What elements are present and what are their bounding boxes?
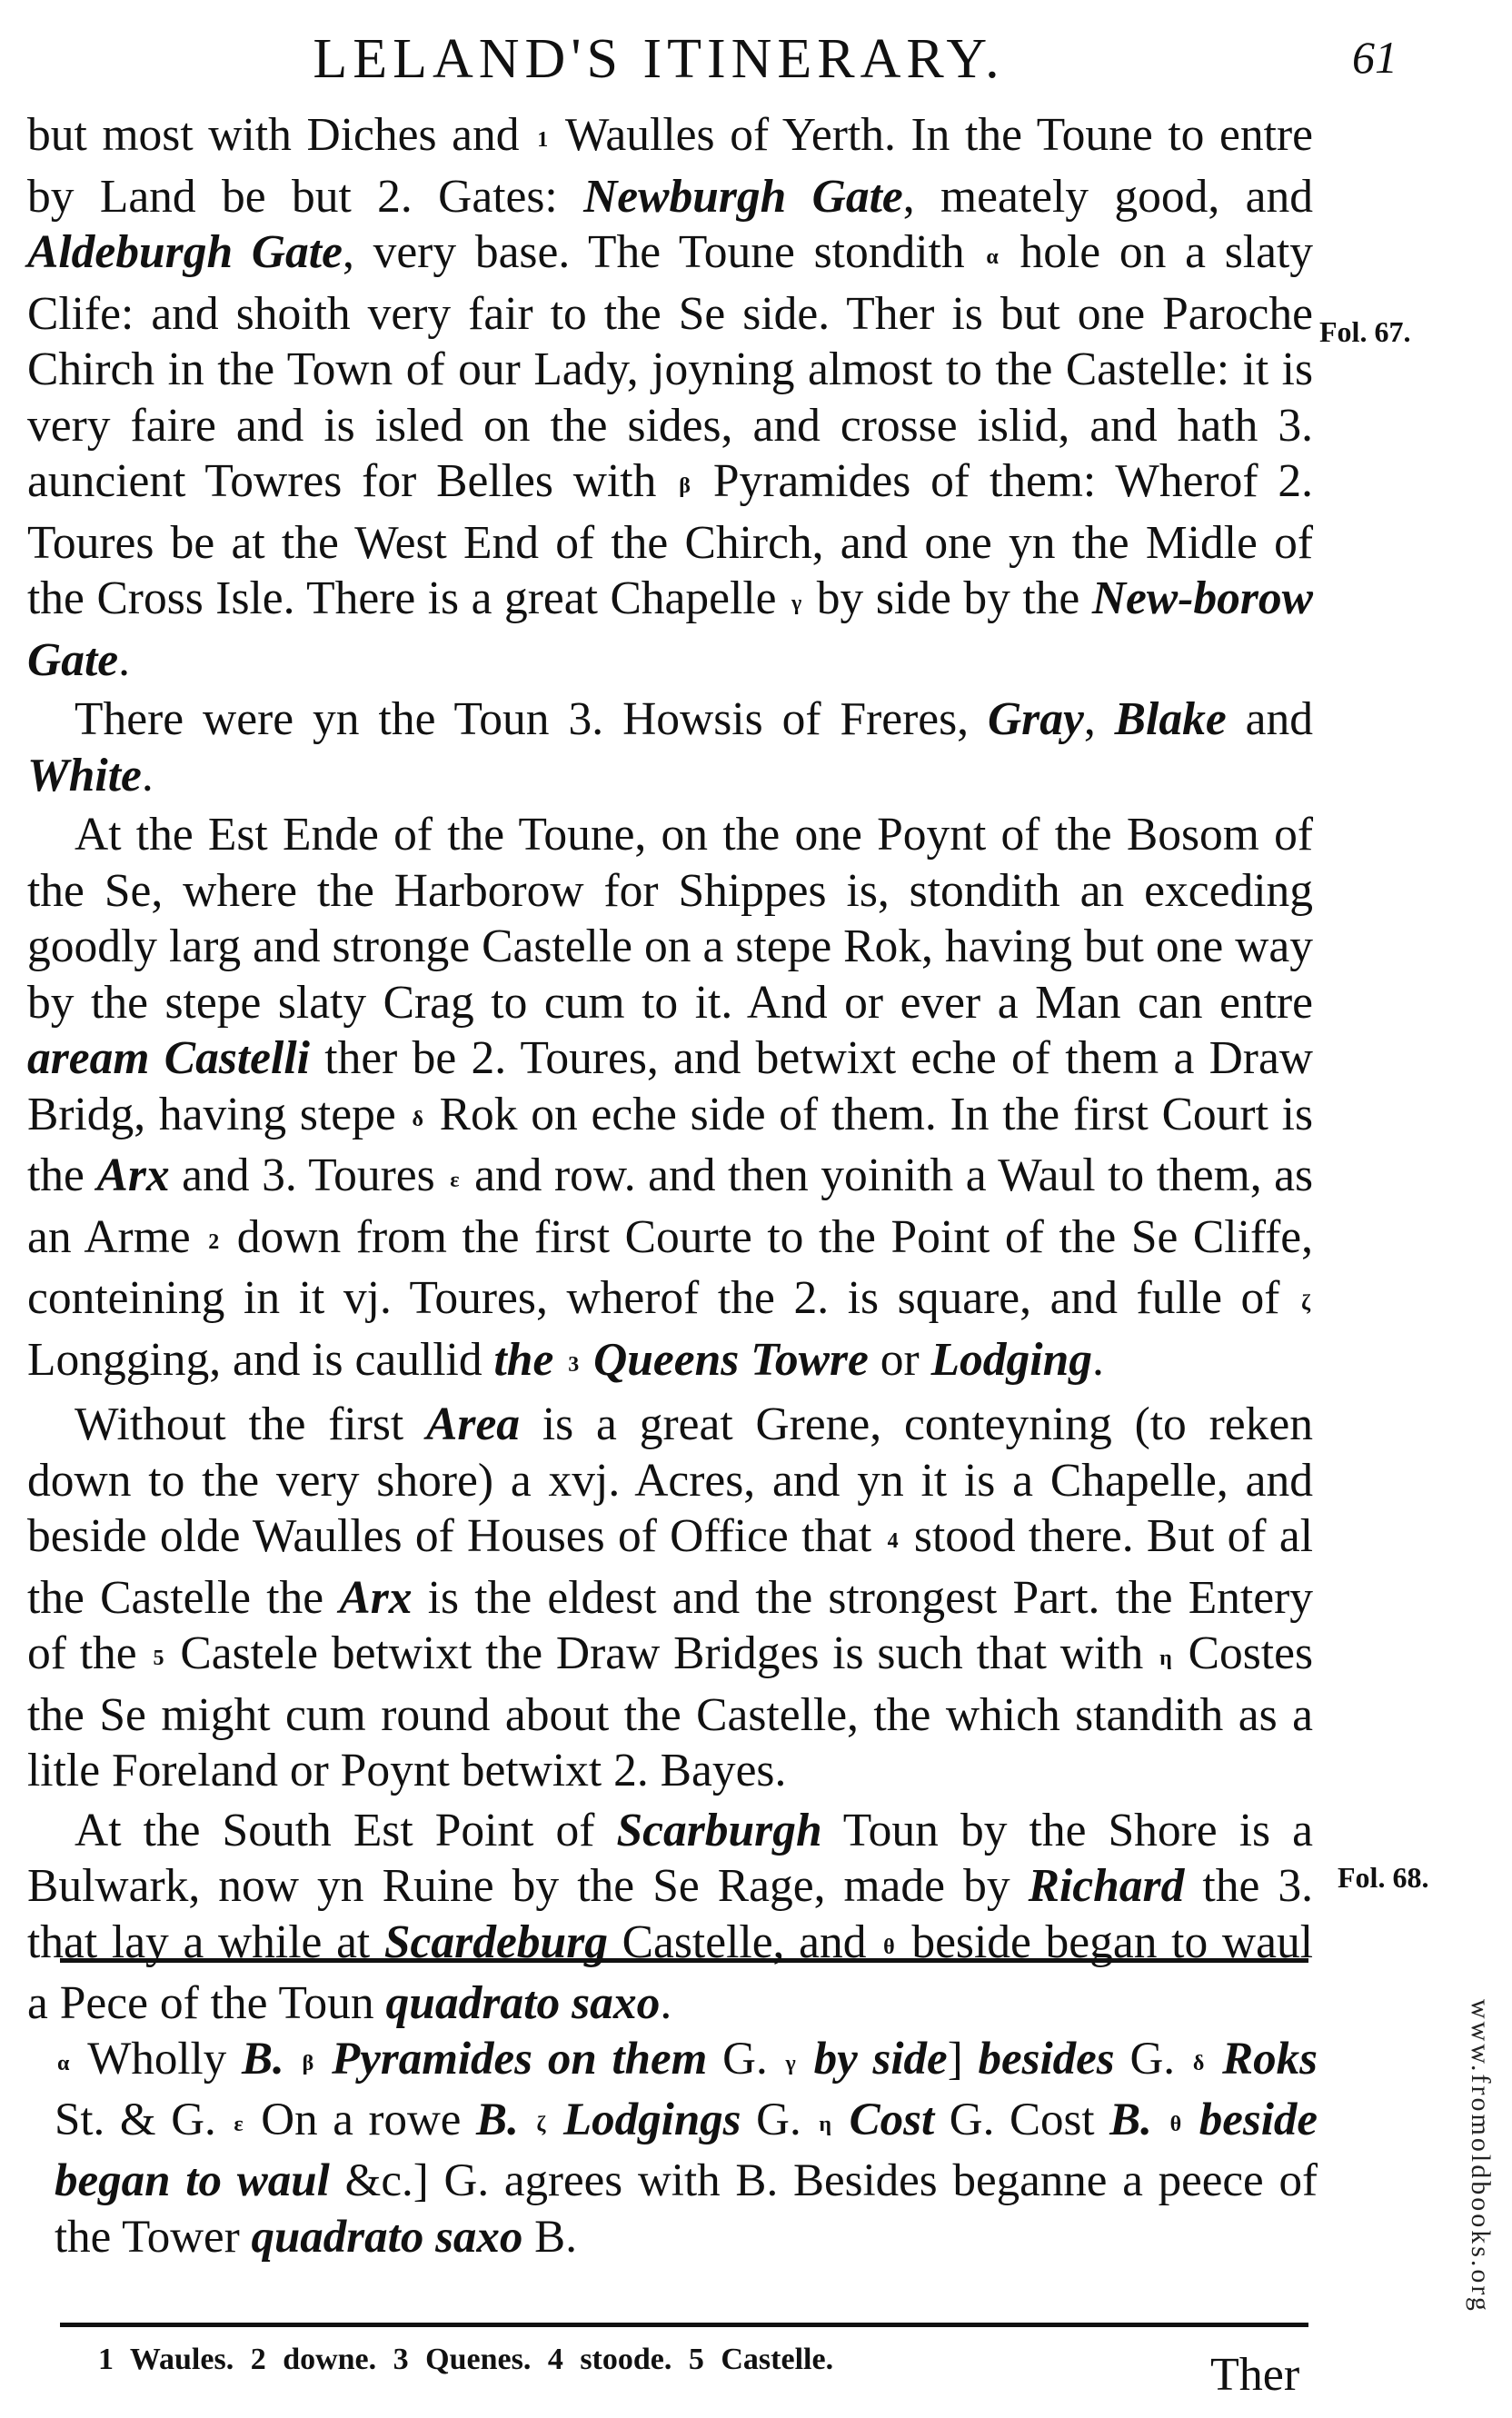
- text-run: down from the first Courte to the Point of the Se Cliffe, conteining in it vj. Toures, wherof the 2. is square, and fulle of: [27, 1210, 1314, 1324]
- text-run: [1184, 2095, 1199, 2145]
- text-run: [316, 2034, 332, 2085]
- footnote-text: [55, 2031, 1318, 2265]
- note-marker: γ: [791, 592, 802, 615]
- text-run: [1152, 2095, 1168, 2145]
- watermark-text: www.fromoldbooks.org: [1466, 1999, 1496, 2314]
- text-run: hole on a slaty Clife: and shoith very fair to the Se side. Ther is but one Paroche Chirch in the Town of our Lady, joyning almost to the Castelle: it is very faire and is isled on the sides, and crosse islid, and hath 3. auncient Towres for Belles with: [27, 226, 1313, 507]
- page-number: 61: [1352, 32, 1398, 83]
- person-name: Richard: [1028, 1860, 1185, 1912]
- note-marker: γ: [785, 2052, 796, 2075]
- text-run: [284, 2034, 300, 2085]
- text-run: .: [118, 633, 130, 686]
- note-marker: δ: [412, 1107, 423, 1131]
- source-siglum: B.: [1109, 2095, 1152, 2145]
- text-run: Castele betwixt the Draw Bridges is such that with: [166, 1627, 1158, 1679]
- text-run: Waulles of Yerth. In the Toune to entre by Land be but 2. Gates:: [27, 109, 1313, 223]
- text-run: Wholly: [72, 2034, 242, 2085]
- text-run: [548, 2095, 563, 2145]
- text-run: the 3. that lay a while at: [27, 1860, 1313, 1968]
- text-run: ,: [1083, 693, 1115, 745]
- italic-term: Roks: [1222, 2034, 1318, 2085]
- note-marker: α: [57, 2052, 70, 2075]
- note-marker: β: [302, 2052, 314, 2075]
- text-run: On a rowe: [245, 2095, 477, 2145]
- note-marker: β: [679, 474, 691, 498]
- text-run: or: [868, 1333, 931, 1386]
- text-run: [799, 2034, 814, 2085]
- place-name: New-borow Gate: [27, 572, 1314, 686]
- margin-note-fol-67: Fol. 67.: [1319, 315, 1411, 348]
- text-run: ]: [947, 2034, 979, 2085]
- variant-readings: 1 Waules. 2 downe. 3 Quenes. 4 stoode. 5 Castelle.: [98, 2343, 834, 2376]
- note-marker: ζ: [1301, 1291, 1310, 1315]
- italic-term: Blake: [1114, 693, 1227, 745]
- variant-marker: 5: [153, 1647, 164, 1670]
- paragraph-3: [27, 807, 1313, 1393]
- text-run: [582, 1334, 593, 1386]
- text-run: stood there. But of al the Castelle the: [27, 1510, 1314, 1624]
- variant-marker: 2: [208, 1229, 220, 1254]
- text-run: but most with Diches and: [27, 109, 535, 161]
- source-siglum: B.: [242, 2034, 284, 2085]
- paragraph-4: [27, 1397, 1313, 1799]
- place-name: Aldeburgh Gate: [27, 226, 343, 278]
- place-name: Newburgh Gate: [583, 170, 903, 223]
- italic-term: Lodgings: [563, 2095, 741, 2145]
- latin-term: Arx: [96, 1149, 170, 1201]
- paragraph-2: [27, 692, 1313, 803]
- source-siglum: B.: [476, 2095, 519, 2145]
- text-run: [834, 2095, 850, 2145]
- note-marker: η: [819, 2113, 832, 2136]
- italic-term: Pyramides on them: [332, 2034, 708, 2085]
- text-run: Castelle, and: [608, 1915, 881, 1968]
- paragraph-1: [27, 107, 1313, 688]
- main-text: [27, 107, 1313, 2032]
- text-run: B.: [522, 2212, 577, 2263]
- latin-term: quadrato saxo: [251, 2212, 523, 2263]
- italic-term: Queens Towre: [593, 1333, 869, 1386]
- footnotes: [55, 2031, 1318, 2265]
- text-run: beside began to waul a Pece of the Toun: [27, 1915, 1314, 2029]
- text-run: is a great Grene, conteyning (to reken down to the very shore) a xvj. Acres, and yn it is a Chapelle, and beside olde Waulles of Houses of Office that: [27, 1398, 1313, 1562]
- text-run: .: [141, 749, 154, 801]
- text-run: G.: [1114, 2034, 1190, 2085]
- variant-marker: 1: [537, 128, 549, 152]
- latin-term: quadrato saxo: [385, 1977, 661, 2029]
- text-run: Pyramides of them: Wherof 2. Toures be at the West End of the Chirch, and one yn the Midle of the Cross Isle. There is a great Chapelle: [27, 455, 1314, 624]
- text-run: , very base. The Toune stondith: [342, 226, 984, 278]
- latin-term: Area: [426, 1398, 521, 1450]
- variant-marker: 3: [568, 1352, 580, 1377]
- text-run: Without the first: [75, 1398, 427, 1450]
- text-run: by side by the: [804, 572, 1092, 624]
- italic-term: the: [493, 1333, 554, 1386]
- text-run: G.: [707, 2034, 783, 2085]
- text-run: and row. and then yoinith a Waul to them, as an Arme: [27, 1149, 1314, 1263]
- text-run: [1207, 2034, 1222, 2085]
- text-run: [553, 1334, 565, 1386]
- text-run: There were yn the Toun 3. Howsis of Freres,: [75, 693, 988, 745]
- text-run: Longging, and is caullid: [27, 1333, 494, 1386]
- text-run: .: [1091, 1333, 1104, 1386]
- note-marker: δ: [1192, 2052, 1205, 2075]
- italic-term: Cost: [849, 2095, 935, 2145]
- note-marker: ε: [234, 2113, 244, 2136]
- text-run: At the Est Ende of the Toune, on the one Poynt of the Bosom of the Se, where the Harborow for Shippes is, stondith an exceding goodly larg and stronge Castelle on a stepe Rok, having but one way by the stepe slaty Crag to cum to it. And or ever a Man can entre: [27, 809, 1313, 1029]
- text-run: At the South Est Point of: [75, 1804, 617, 1856]
- italic-term: White: [27, 749, 142, 801]
- text-run: G.: [741, 2095, 817, 2145]
- text-run: , meately good, and: [902, 170, 1313, 223]
- latin-term: aream Castelli: [27, 1032, 310, 1084]
- text-run: and 3. Toures: [169, 1149, 448, 1201]
- note-marker: θ: [883, 1935, 895, 1959]
- italic-term: beside began to waul: [55, 2095, 1318, 2206]
- italic-term: besides: [978, 2034, 1115, 2085]
- text-run: &c.] G. agrees with B. Besides beganne a peece of the Tower: [55, 2155, 1318, 2263]
- catchword: Ther: [1210, 2349, 1300, 2401]
- text-run: ther be 2. Toures, and betwixt eche of them a Draw Bridg, having stepe: [27, 1032, 1313, 1140]
- variant-marker: 4: [887, 1529, 899, 1553]
- note-marker: θ: [1169, 2113, 1182, 2136]
- footnote-rule-bottom: [60, 2323, 1308, 2327]
- text-run: Toun by the Shore is a Bulwark, now yn Ruine by the Se Rage, made by: [27, 1804, 1313, 1912]
- note-marker: α: [986, 245, 999, 269]
- italic-term: by side: [813, 2034, 948, 2085]
- footnote-rule-top: [60, 1958, 1308, 1963]
- text-run: [519, 2095, 534, 2145]
- note-marker: η: [1159, 1647, 1172, 1670]
- text-run: G. Cost: [934, 2095, 1110, 2145]
- margin-note-fol-68: Fol. 68.: [1338, 1861, 1429, 1894]
- place-name: Scarburgh: [616, 1804, 822, 1856]
- italic-term: Lodging: [930, 1333, 1092, 1386]
- latin-term: Arx: [339, 1571, 413, 1624]
- text-run: St. & G.: [55, 2095, 232, 2145]
- running-title: LELAND'S ITINERARY.: [313, 28, 1005, 90]
- text-run: .: [660, 1977, 672, 2029]
- paragraph-5: [27, 1803, 1313, 2032]
- text-run: Rok on eche side of them. In the first Court is the: [27, 1088, 1313, 1201]
- italic-term: Gray: [987, 693, 1084, 745]
- note-marker: ε: [450, 1169, 460, 1192]
- text-run: is the eldest and the strongest Part. the Entery of the: [27, 1571, 1313, 1679]
- text-run: Costes the Se might cum round about the Castelle, the which standith as a litle Foreland or Poynt betwixt 2. Bayes.: [27, 1627, 1313, 1796]
- place-name: Scardeburg: [383, 1915, 608, 1968]
- note-marker: ζ: [536, 2113, 546, 2136]
- text-run: and: [1226, 693, 1314, 745]
